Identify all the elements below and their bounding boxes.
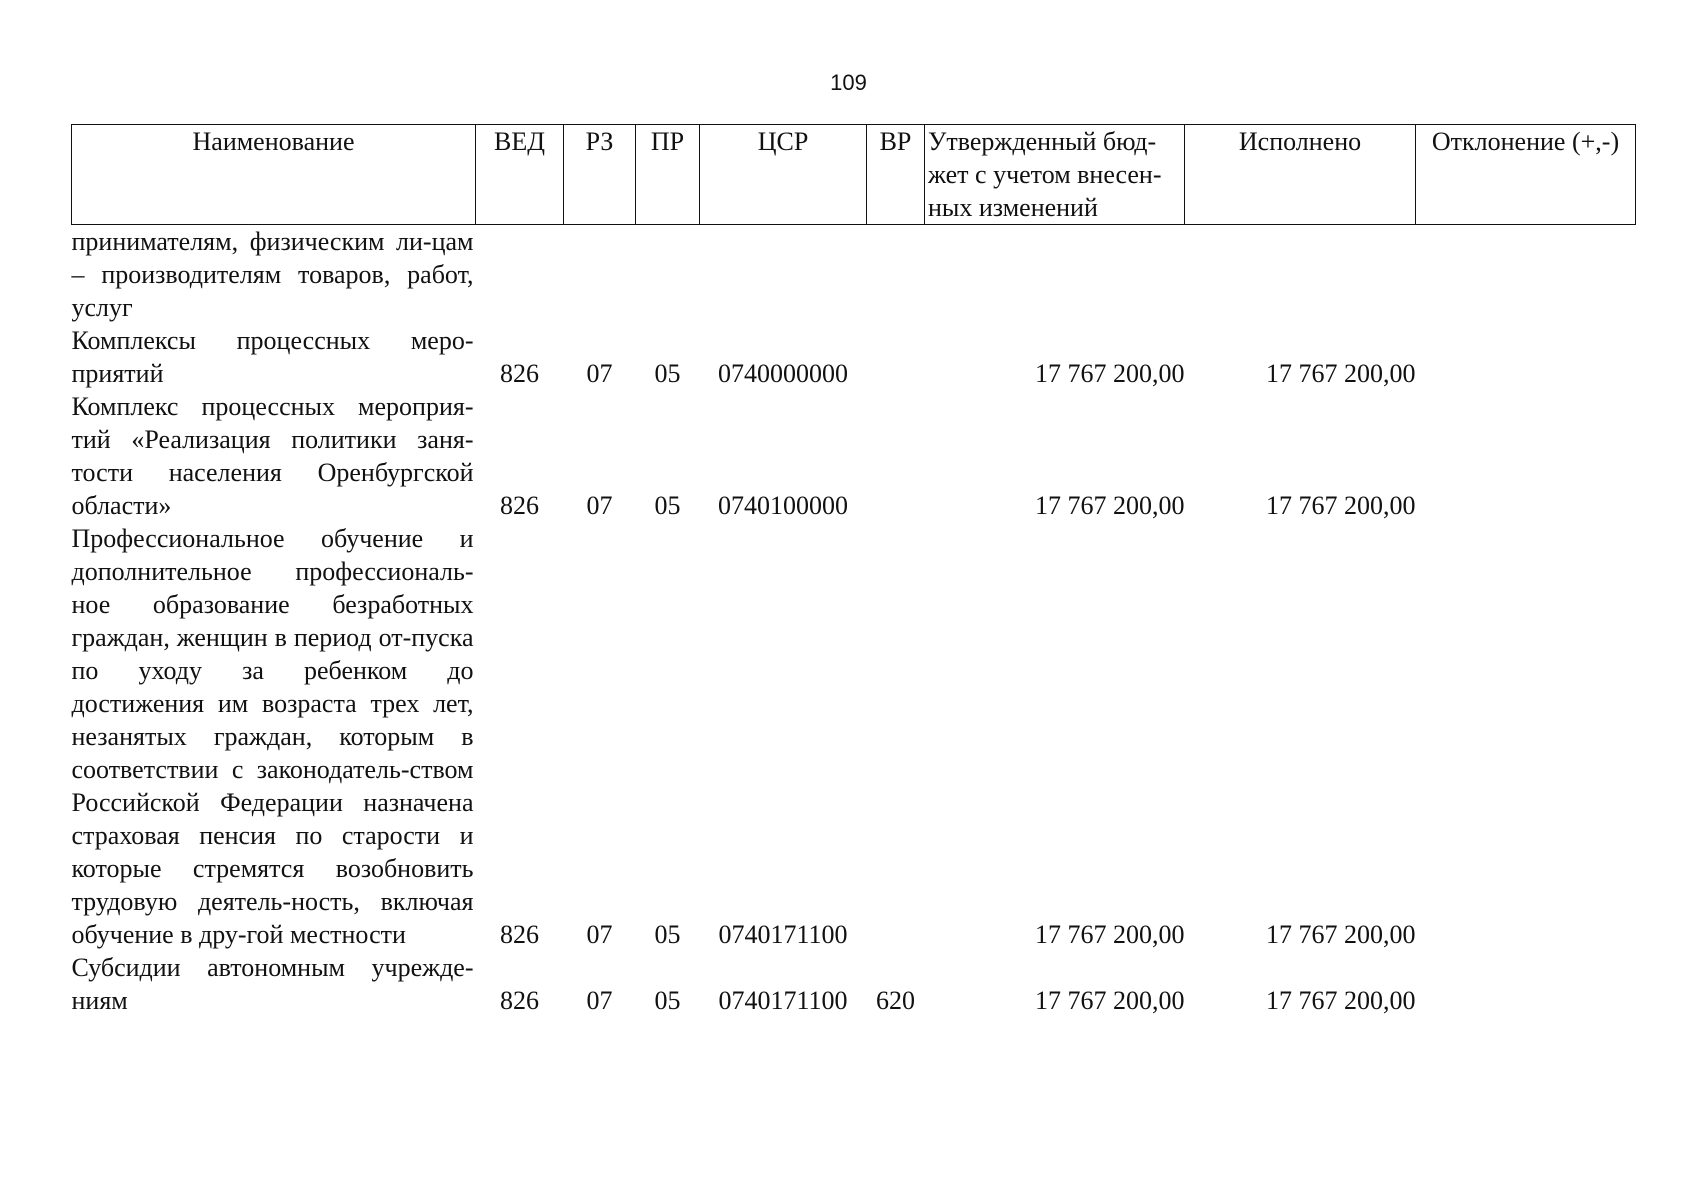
- cell-name: принимателям, физическим ли-цам – производителям товаров, работ, услуг: [71, 227, 474, 322]
- header-budget: [925, 125, 1185, 225]
- cell-budget: [925, 225, 1185, 325]
- cell-executed: 17 767 200,00: [1266, 491, 1416, 520]
- header-budget-text: Утвержденный бюд- жет с учетом внесен- ных изменений: [928, 127, 1162, 222]
- cell-ved: 826: [500, 986, 539, 1015]
- cell-rz: 07: [586, 359, 613, 388]
- table-row: [72, 951, 1636, 1017]
- cell-ved: [476, 225, 564, 325]
- cell-pr: 05: [654, 359, 681, 388]
- cell-csr: 0740171100: [718, 920, 848, 949]
- cell-executed: [1185, 225, 1416, 325]
- cell-budget: 17 767 200,00: [1035, 491, 1185, 520]
- header-deviation: Отклонение (+,-): [1416, 125, 1636, 225]
- cell-deviation: [1416, 324, 1636, 390]
- table-row: [72, 324, 1636, 390]
- cell-csr: 0740100000: [718, 491, 848, 520]
- cell-budget: 17 767 200,00: [1035, 359, 1185, 388]
- header-vr: ВР: [867, 125, 925, 225]
- table-header-row: [72, 125, 1636, 225]
- cell-csr: [700, 225, 867, 325]
- cell-csr: 0740171100: [718, 986, 848, 1015]
- header-csr: ЦСР: [700, 125, 867, 225]
- cell-ved: 826: [500, 920, 539, 949]
- header-ved: ВЕД: [476, 125, 564, 225]
- cell-budget: 17 767 200,00: [1035, 920, 1185, 949]
- cell-pr: 05: [654, 986, 681, 1015]
- cell-vr: [867, 225, 925, 325]
- cell-rz: 07: [586, 986, 613, 1015]
- cell-deviation: [1416, 390, 1636, 522]
- cell-deviation: [1416, 225, 1636, 325]
- cell-name: Профессиональное обучение и дополнительное профессиональ-ное образование безработных граждан, женщин в период от-пуска по уходу за ребенком до достижения им возраста трех лет, незанятых граждан, которым в соответствии с законодатель-ством Российской Федерации назначена страховая пенсия по старости и которые стремятся возобновить трудовую деятель-ность, включая обучение в дру-гой местности: [71, 524, 474, 949]
- cell-ved: 826: [500, 491, 539, 520]
- cell-csr: 0740000000: [718, 359, 848, 388]
- cell-pr: 05: [654, 920, 681, 949]
- header-executed: Исполнено: [1185, 125, 1416, 225]
- cell-rz: [564, 225, 636, 325]
- table-row: [72, 522, 1636, 951]
- cell-name: Комплекс процессных мероприя-тий «Реализация политики заня-тости населения Оренбургской области»: [71, 392, 474, 520]
- cell-vr: [867, 324, 925, 390]
- header-rz: РЗ: [564, 125, 636, 225]
- cell-name: Субсидии автономным учрежде-ниям: [71, 953, 474, 1015]
- table-body: [72, 225, 1636, 1018]
- budget-execution-table: [71, 124, 1636, 1017]
- table-row: [72, 390, 1636, 522]
- cell-name: Комплексы процессных меро-приятий: [71, 326, 474, 388]
- cell-rz: 07: [586, 920, 613, 949]
- cell-deviation: [1416, 951, 1636, 1017]
- header-pr: ПР: [636, 125, 700, 225]
- cell-vr: 620: [876, 986, 915, 1015]
- cell-rz: 07: [586, 491, 613, 520]
- header-name: Наименование: [72, 125, 476, 225]
- cell-pr: [636, 225, 700, 325]
- page-number: 109: [830, 70, 867, 95]
- cell-budget: 17 767 200,00: [1035, 986, 1185, 1015]
- table-row: [72, 225, 1636, 325]
- cell-deviation: [1416, 522, 1636, 951]
- cell-vr: [867, 390, 925, 522]
- cell-ved: 826: [500, 359, 539, 388]
- cell-executed: 17 767 200,00: [1266, 986, 1416, 1015]
- cell-executed: 17 767 200,00: [1266, 920, 1416, 949]
- cell-pr: 05: [654, 491, 681, 520]
- cell-executed: 17 767 200,00: [1266, 359, 1416, 388]
- cell-vr: [867, 522, 925, 951]
